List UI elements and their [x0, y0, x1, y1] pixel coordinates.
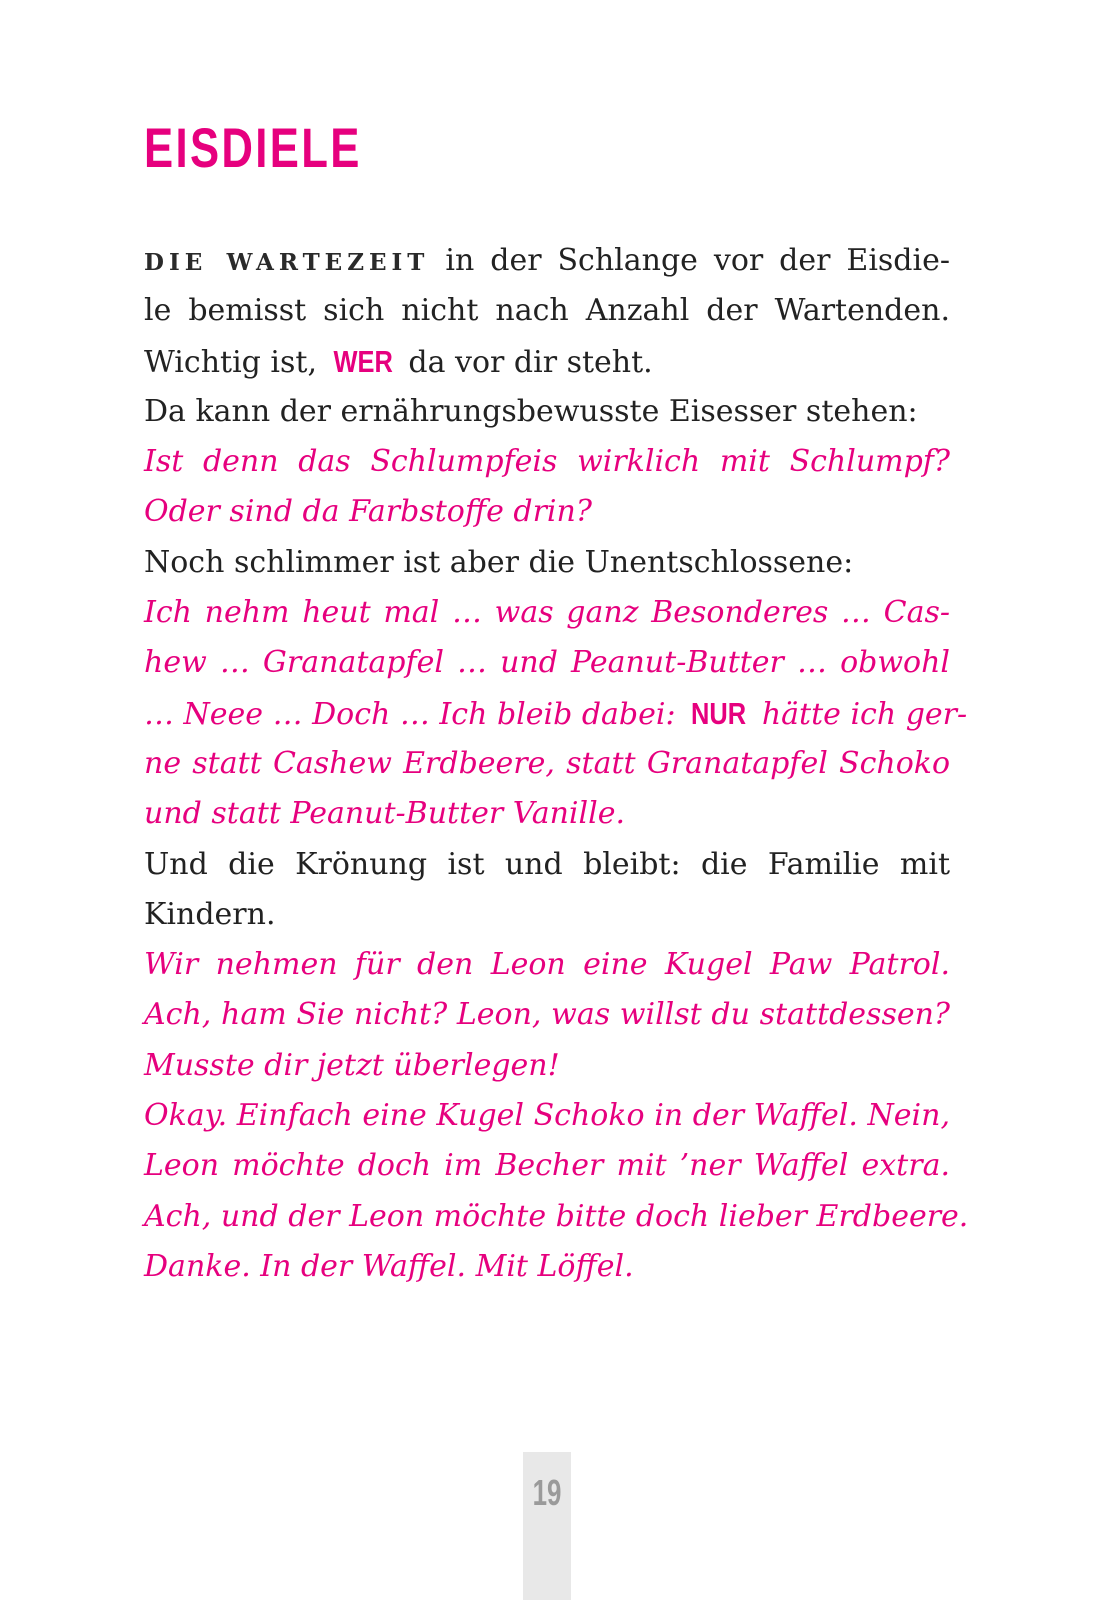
text-line	[144, 337, 950, 387]
body-text	[144, 236, 969, 1292]
text-line	[144, 286, 950, 336]
text-line	[144, 990, 950, 1040]
text-line	[144, 538, 950, 588]
text-run: Okay. Einfach eine Kugel Schoko in der Waffel. Nein,	[144, 1098, 950, 1134]
text-line	[144, 1141, 950, 1191]
text-run: hew … Granatapfel … und Peanut-Butter … obwohl	[144, 645, 950, 681]
text-line	[144, 689, 968, 739]
text-run: Wichtig ist,	[144, 344, 327, 380]
text-run: Und die Krönung ist und bleibt: die Familie mit	[144, 846, 950, 882]
text-line	[144, 789, 950, 839]
text-line	[144, 1041, 950, 1091]
text-run: Danke. In der Waffel. Mit Löffel.	[144, 1248, 634, 1284]
text-run: hätte ich ger-	[752, 696, 968, 732]
text-line	[144, 236, 950, 286]
text-run: Noch schlimmer ist aber die Unentschlossene:	[144, 544, 854, 580]
page-number-tab	[523, 1452, 571, 1600]
text-line	[144, 940, 950, 990]
text-line	[144, 588, 950, 638]
text-line	[144, 739, 950, 789]
text-run: Ach, und der Leon möchte bitte doch lieber Erdbeere.	[144, 1198, 969, 1234]
text-line	[144, 437, 950, 487]
emphasis-word: WER	[333, 343, 393, 379]
page-title: EISDIELE	[144, 116, 362, 179]
text-line	[144, 387, 950, 437]
text-run: Ach, ham Sie nicht? Leon, was willst du stattdessen?	[144, 997, 950, 1033]
text-run: le bemisst sich nicht nach Anzahl der Wartenden.	[144, 293, 950, 329]
text-run: da vor dir steht.	[398, 344, 653, 380]
text-run: Ist denn das Schlumpfeis wirklich mit Schlumpf?	[144, 444, 950, 480]
text-line	[144, 487, 950, 537]
text-run: ne statt Cashew Erdbeere, statt Granatapfel Schoko	[144, 745, 950, 781]
text-line	[144, 1192, 969, 1242]
text-line	[144, 638, 950, 688]
text-run: Oder sind da Farbstoffe drin?	[144, 494, 592, 530]
text-run: Kindern.	[144, 896, 276, 932]
text-run: Da kann der ernährungsbewusste Eisesser stehen:	[144, 393, 918, 429]
emphasis-word: NUR	[691, 695, 747, 731]
page-number: 19	[532, 1472, 562, 1513]
text-run: … Neee … Doch … Ich bleib dabei:	[144, 696, 686, 732]
text-line	[144, 890, 950, 940]
text-run: Musste dir jetzt überlegen!	[144, 1047, 560, 1083]
text-run: Ich nehm heut mal … was ganz Besonderes … Cas-	[144, 595, 950, 631]
text-run: Leon möchte doch im Becher mit ’ner Waffel extra.	[144, 1148, 950, 1184]
small-caps-lead: DIE WARTEZEIT	[144, 249, 430, 276]
text-line	[144, 1242, 950, 1292]
text-run: Wir nehmen für den Leon eine Kugel Paw Patrol.	[144, 947, 950, 983]
text-run: in der Schlange vor der Eisdie-	[429, 243, 950, 278]
text-line	[144, 840, 950, 890]
text-line	[144, 1091, 950, 1141]
text-run: und statt Peanut-Butter Vanille.	[144, 796, 625, 832]
